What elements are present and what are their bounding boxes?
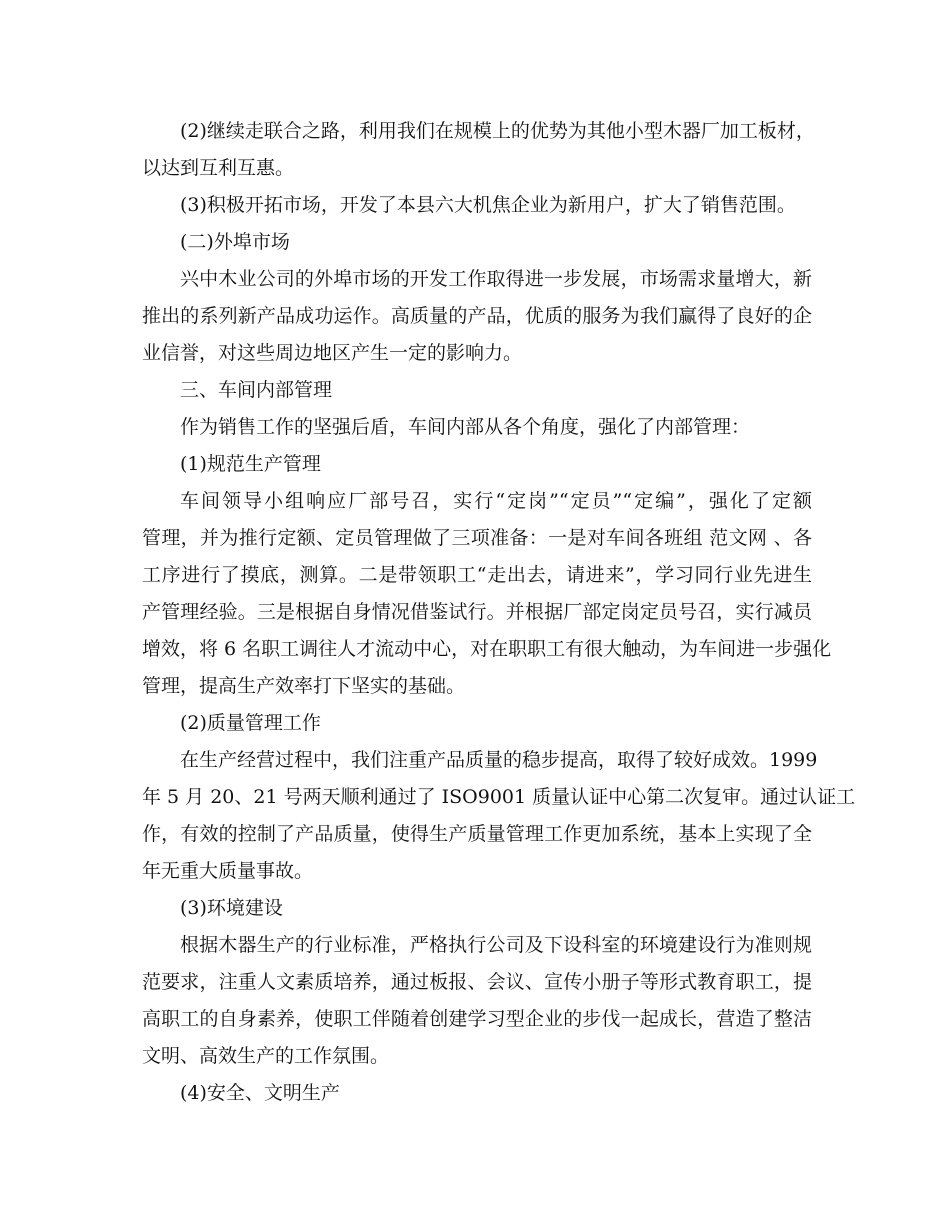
paragraph-line: 作为销售工作的坚强后盾，车间内部从各个角度，强化了内部管理： bbox=[180, 416, 751, 438]
paragraph-line: 以达到互利互惠。 bbox=[142, 157, 295, 179]
paragraph-line: 车间领导小组响应厂部号召，实行“定岗”“定员”“定编”，强化了定额 bbox=[180, 490, 812, 512]
subsection-heading: (1)规范生产管理 bbox=[180, 453, 321, 475]
paragraph-line: 推出的系列新产品成功运作。高质量的产品，优质的服务为我们赢得了良好的企 bbox=[142, 305, 812, 327]
paragraph-line: 管理，提高生产效率打下坚实的基础。 bbox=[142, 675, 466, 697]
paragraph-line: 兴中木业公司的外埠市场的开发工作取得进一步发展，市场需求量增大，新 bbox=[180, 268, 812, 290]
paragraph-line: 范要求，注重人文素质培养，通过板报、会议、宣传小册子等形式教育职工，提 bbox=[142, 971, 812, 993]
subsection-heading: (4)安全、文明生产 bbox=[180, 1082, 340, 1104]
paragraph-line: 业信誉，对这些周边地区产生一定的影响力。 bbox=[142, 342, 523, 364]
paragraph-line: 在生产经营过程中，我们注重产品质量的稳步提高，取得了较好成效。1999 bbox=[180, 749, 818, 771]
section-heading: (二)外埠市场 bbox=[180, 231, 290, 253]
paragraph-line: 文明、高效生产的工作氛围。 bbox=[142, 1045, 390, 1067]
paragraph-line: 高职工的自身素养，使职工伴随着创建学习型企业的步伐一起成长，营造了整洁 bbox=[142, 1008, 812, 1030]
paragraph-line: 年无重大质量事故。 bbox=[142, 860, 314, 882]
paragraph-line: (2)继续走联合之路，利用我们在规模上的优势为其他小型木器厂加工板材， bbox=[180, 120, 815, 142]
paragraph-line: 工序进行了摸底，测算。二是带领职工“走出去，请进来”，学习同行业先进生 bbox=[142, 564, 812, 586]
subsection-heading: (2)质量管理工作 bbox=[180, 712, 321, 734]
paragraph-line: 管理，并为推行定额、定员管理做了三项准备：一是对车间各班组 范文网 、各 bbox=[142, 527, 812, 549]
subsection-heading: (3)环境建设 bbox=[180, 897, 283, 919]
paragraph-line: 增效，将 6 名职工调往人才流动中心，对在职职工有很大触动，为车间进一步强化 bbox=[142, 638, 832, 660]
paragraph-line: 根据木器生产的行业标准，严格执行公司及下设科室的环境建设行为准则规 bbox=[180, 934, 812, 956]
paragraph-line: 年 5 月 20、21 号两天顺利通过了 ISO9001 质量认证中心第二次复审。通过认证工 bbox=[142, 786, 856, 808]
document-body bbox=[142, 113, 856, 1112]
paragraph-line: (3)积极开拓市场，开发了本县六大机焦企业为新用户，扩大了销售范围。 bbox=[180, 194, 796, 216]
section-heading: 三、车间内部管理 bbox=[180, 379, 333, 401]
paragraph-line: 产管理经验。三是根据自身情况借鉴试行。并根据厂部定岗定员号召，实行减员 bbox=[142, 601, 812, 623]
paragraph-line: 作，有效的控制了产品质量，使得生产质量管理工作更加系统，基本上实现了全 bbox=[142, 823, 812, 845]
